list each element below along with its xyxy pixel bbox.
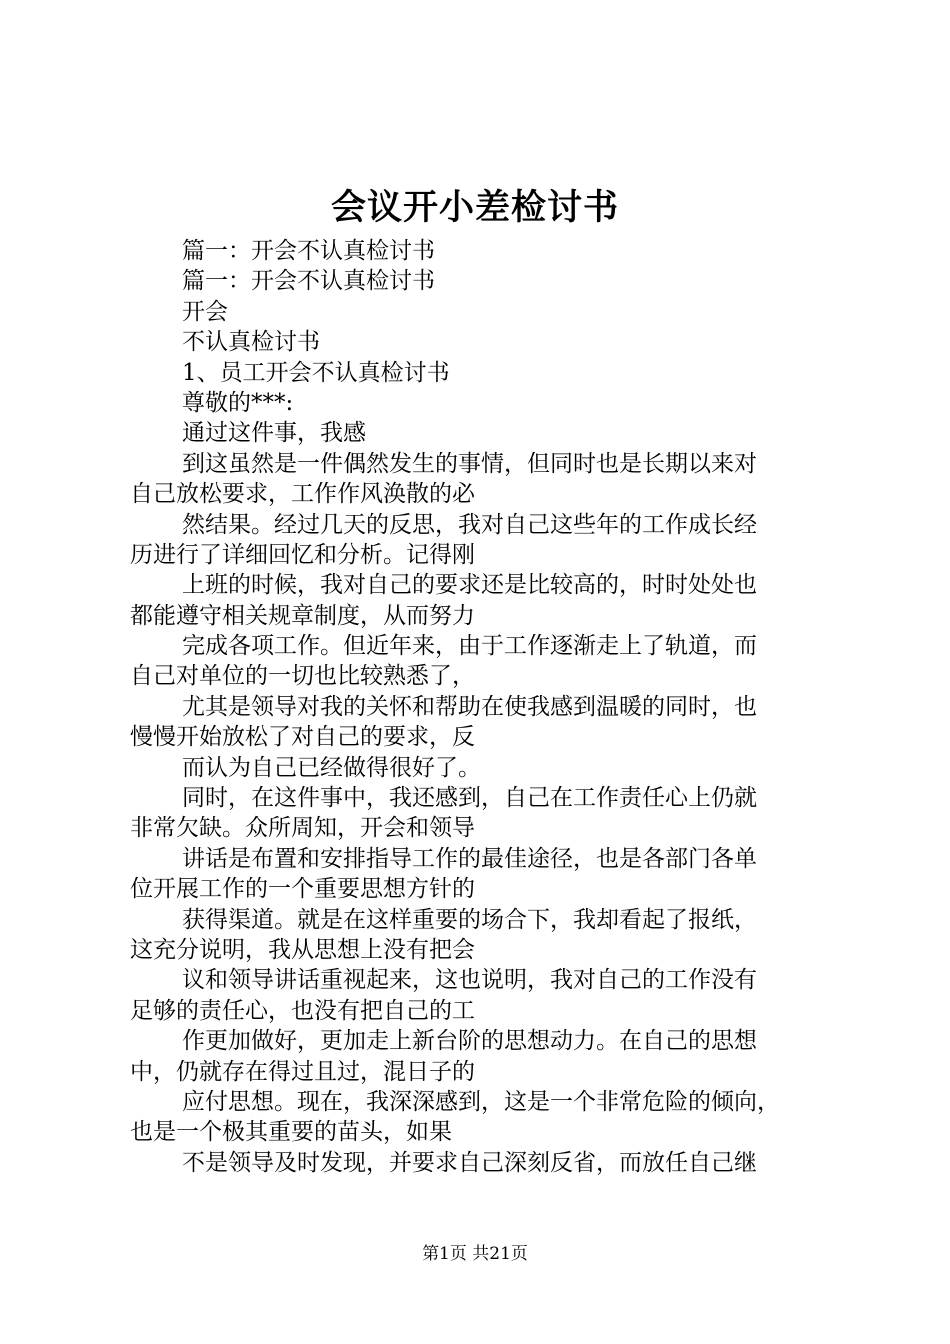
body-line: 开会: [182, 298, 228, 325]
body-line: 尊敬的***:: [182, 389, 294, 416]
body-line: 不是领导及时发现，并要求自己深刻反省，而放任自己继: [182, 1149, 757, 1176]
body-line: 篇一：开会不认真检讨书: [182, 268, 435, 295]
body-line: 而认为自己已经做得很好了。: [182, 754, 481, 781]
body-line: 议和领导讲话重视起来，这也说明，我对自己的工作没有: [182, 967, 757, 994]
document-title: 会议开小差检讨书: [330, 187, 619, 228]
document-body: [130, 236, 835, 1178]
body-line: 非常欠缺。众所周知，开会和领导: [130, 815, 475, 842]
body-line: 篇一：开会不认真检讨书: [182, 238, 435, 264]
body-line: 作更加做好，更加走上新台阶的思想动力。在自己的思想: [182, 1028, 757, 1055]
body-line: 也是一个极其重要的苗头，如果: [130, 1119, 452, 1146]
body-line: 这充分说明，我从思想上没有把会: [130, 936, 475, 963]
body-line: 1、员工开会不认真检讨书: [182, 359, 450, 386]
body-line: 应付思想。现在，我深深感到，这是一个非常危险的倾向，: [182, 1088, 780, 1115]
body-line: 上班的时候，我对自己的要求还是比较高的，时时处处也: [182, 572, 757, 599]
page-footer: 第1页 共21页: [422, 1244, 528, 1264]
body-line: 慢慢开始放松了对自己的要求，反: [130, 724, 475, 751]
body-line: 不认真检讨书: [182, 329, 320, 356]
body-line: 通过这件事，我感: [182, 420, 366, 447]
body-line: 自己放松要求，工作作风涣散的必: [130, 481, 475, 508]
body-line: 同时，在这件事中，我还感到，自己在工作责任心上仍就: [182, 785, 757, 812]
body-line: 然结果。经过几天的反思，我对自己这些年的工作成长经: [182, 511, 757, 538]
body-line: 完成各项工作。但近年来，由于工作逐渐走上了轨道，而: [182, 633, 757, 660]
body-line: 历进行了详细回忆和分析。记得刚: [130, 541, 475, 568]
body-line: 自己对单位的一切也比较熟悉了，: [130, 663, 475, 690]
body-line: 都能遵守相关规章制度，从而努力: [130, 602, 475, 629]
body-line: 到这虽然是一件偶然发生的事情，但同时也是长期以来对: [182, 450, 757, 477]
body-line: 获得渠道。就是在这样重要的场合下，我却看起了报纸，: [182, 906, 757, 933]
body-line: 尤其是领导对我的关怀和帮助在使我感到温暖的同时，也: [182, 693, 757, 720]
body-line: 中，仍就存在得过且过，混日子的: [130, 1058, 475, 1085]
body-line: 足够的责任心，也没有把自己的工: [130, 997, 475, 1024]
body-line: 位开展工作的一个重要思想方针的: [130, 876, 475, 903]
body-line: 讲话是布置和安排指导工作的最佳途径，也是各部门各单: [182, 845, 757, 872]
